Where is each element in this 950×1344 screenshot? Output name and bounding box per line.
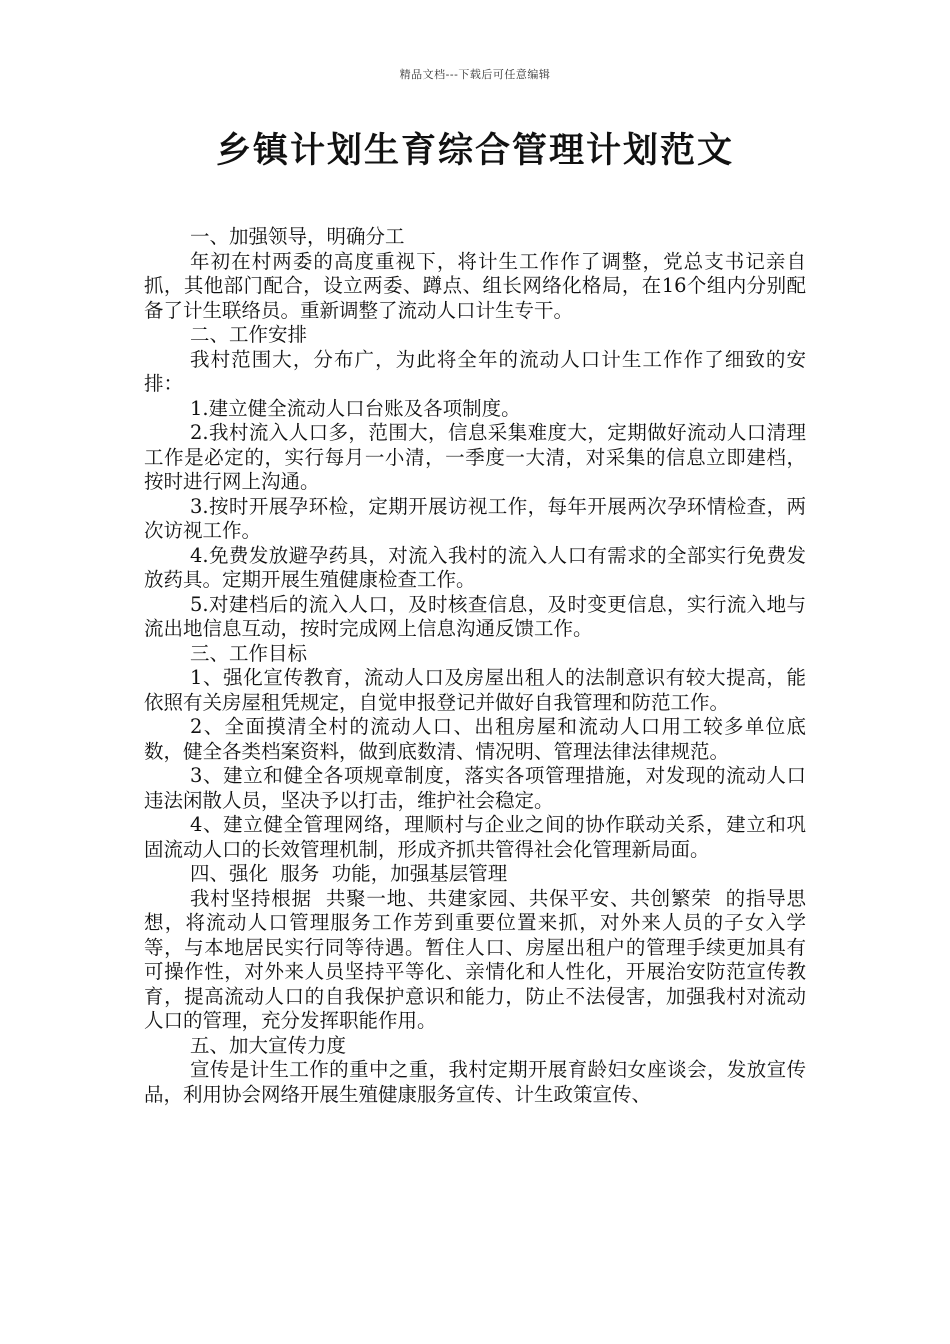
list-item: 5.对建档后的流入人口，及时核查信息，及时变更信息，实行流入地与流出地信息互动，按时完成网上信息沟通反馈工作。 <box>144 592 806 640</box>
list-item: 2.我村流入人口多，范围大，信息采集难度大，定期做好流动人口清理工作是必定的，实行每月一小清，一季度一大清，对采集的信息立即建档，按时进行网上沟通。 <box>144 421 806 493</box>
body-paragraph: 宣传是计生工作的重中之重，我村定期开展育龄妇女座谈会，发放宣传品，利用协会网络开展生殖健康服务宣传、计生政策宣传、 <box>144 1058 806 1106</box>
section-heading: 三、工作目标 <box>190 641 308 665</box>
list-item: 4、建立健全管理网络，理顺村与企业之间的协作联动关系，建立和巩固流动人口的长效管理机制，形成齐抓共管得社会化管理新局面。 <box>144 813 806 861</box>
body-paragraph: 年初在村两委的高度重视下，将计生工作作了调整，党总支书记亲自抓，其他部门配合，设立两委、蹲点、组长网络化格局，在16个组内分别配备了计生联络员。重新调整了流动人口计生专干。 <box>144 249 806 322</box>
document-title: 乡镇计划生育综合管理计划范文 <box>215 130 734 171</box>
list-item: 2、全面摸清全村的流动人口、出租房屋和流动人口用工较多单位底数，健全各类档案资料，做到底数清、情况明、管理法律法律规范。 <box>144 715 806 763</box>
document-body <box>144 225 806 1107</box>
list-item: 3.按时开展孕环检，定期开展访视工作，每年开展两次孕环情检查，两次访视工作。 <box>144 494 806 542</box>
body-paragraph: 我村范围大，分布广，为此将全年的流动人口计生工作作了细致的安排： <box>144 347 806 395</box>
list-item: 3、建立和健全各项规章制度，落实各项管理措施，对发现的流动人口违法闲散人员，坚决予以打击，维护社会稳定。 <box>144 764 806 812</box>
section-heading: 五、加大宣传力度 <box>190 1033 347 1057</box>
list-item: 1.建立健全流动人口台账及各项制度。 <box>190 396 521 420</box>
section-heading: 四、强化 服务 功能，加强基层管理 <box>190 862 508 885</box>
header-watermark: 精品文档---下载后可任意编辑 <box>399 68 551 81</box>
section-heading: 二、工作安排 <box>190 323 308 346</box>
list-item: 1、强化宣传教育，流动人口及房屋出租人的法制意识有较大提高，能依照有关房屋租凭规定，自觉申报登记并做好自我管理和防范工作。 <box>144 666 806 714</box>
list-item: 4.免费发放避孕药具，对流入我村的流入人口有需求的全部实行免费发放药具。定期开展生殖健康检查工作。 <box>144 543 806 591</box>
section-heading: 一、加强领导，明确分工 <box>190 225 405 248</box>
body-paragraph: 我村坚持根据 共聚一地、共建家园、共保平安、共创繁荣 的指导思想，将流动人口管理服务工作芳到重要位置来抓，对外来人员的子女入学等，与本地居民实行同等待遇。暂住人口、房屋出租户的管理手续更加具有可操作性，对外来人员坚持平等化、亲情化和人性化，开展治安防范宣传教育，提高流动人口的自我保护意识和能力，防止不法侵害，加强我村对流动人口的管理，充分发挥职能作用。 <box>144 886 806 1032</box>
